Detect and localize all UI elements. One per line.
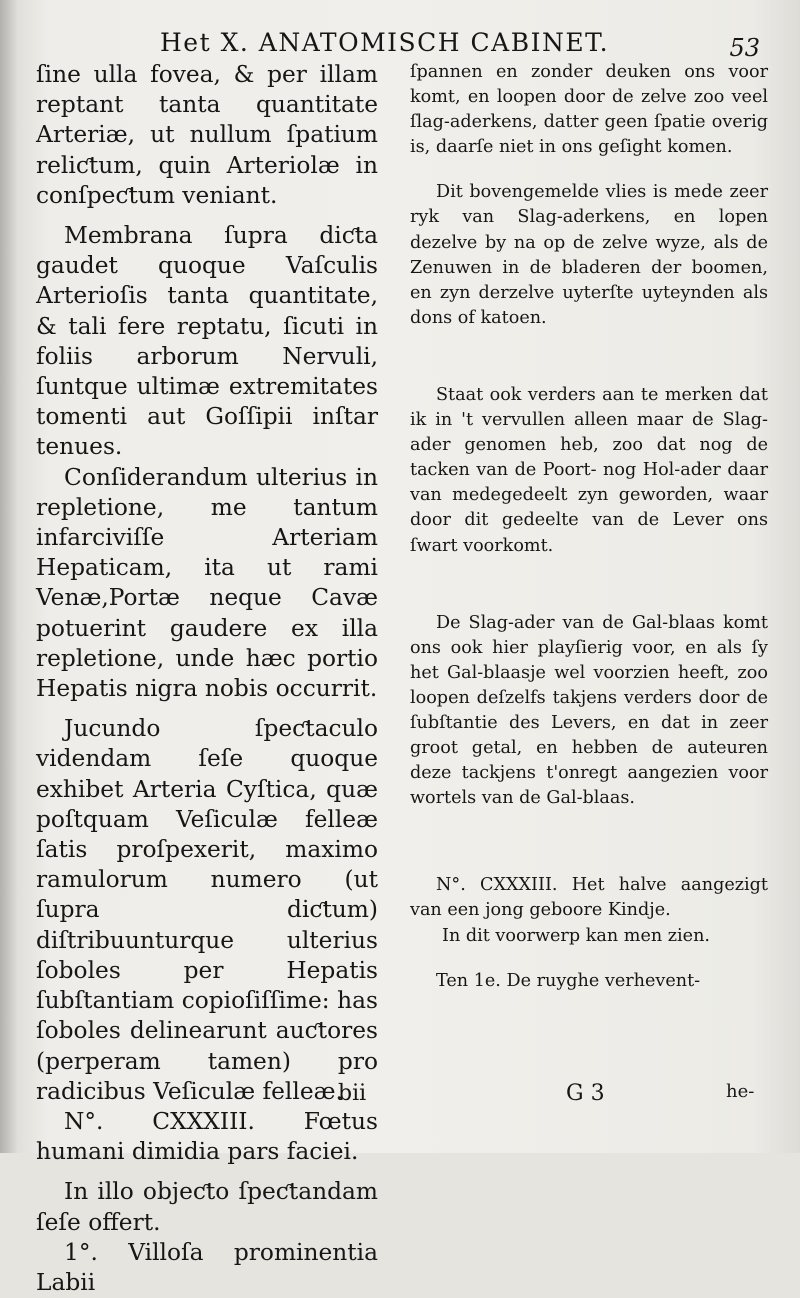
dutch-paragraph-1: ſpannen en zonder deuken ons voor komt, en loopen door de zelve zoo veel ſlag-aderkens, datter geen ſpatie overig is, daarſe niet in ons geſight komen. [410,62,768,158]
latin-column [36,60,378,1298]
dutch-paragraph-5: In dit voorwerp kan men zien. [442,925,711,946]
page-number: 53 [729,34,760,62]
dutch-paragraph-3: Staat ook verders aan te merken dat ik in 't vervullen alleen maar de Slag-ader genomen heb, zoo dat nog de tacken van de Poort- nog Hol-ader daar van medegedeelt zyn geworden, waar door dit gedeelte van de Lever ons ſwart voorkomt. [410,384,768,556]
latin-item-heading: N°. CXXXIII. Fœtus humani dimidia pars faciei. [36,1107,378,1166]
catchword-left: bii [338,1081,367,1106]
running-head: Het X. ANATOMISCH CABINET. [160,28,610,57]
latin-paragraph-3: Conſiderandum ulterius in repletione, me tantum infarciviſſe Arteriam Hepaticam, ita ut rami Venæ,Portæ neque Cavæ potuerint gaudere ex illa repletione, unde hæc portio Hepatis nigra nobis occurrit. [36,463,378,703]
latin-paragraph-5: In illo objeƈto ſpeƈtandam ſeſe offert. [36,1178,378,1236]
dutch-paragraph-6: Ten 1e. De ruyghe verhevent- [436,970,701,991]
catchword-right: he- [726,1081,755,1102]
dutch-column [410,60,768,994]
dutch-item-heading: N°. CXXXIII. Het halve aangezigt van een jong geboore Kindje. [410,875,768,921]
latin-paragraph-2: Membrana ſupra diƈta gaudet quoque Vaſculis Arterioſis tanta quantitate, & tali fere reptatu, ſicuti in foliis arborum Nervuli, ſuntque ultimæ extremitates tomenti aut Goſſipii inſtar tenues. [36,222,378,461]
latin-paragraph-4: Jucundo ſpeƈtaculo videndam ſeſe quoque exhibet Arteria Cyſtica, quæ poſtquam Veſiculæ felleæ ſatis proſpexerit, maximo ramulorum numero (ut ſupra diƈtum) diſtribuunturque ulterius ſoboles per Hepatis ſubſtantiam copioſiſſime: has ſoboles delinearunt auƈtores (perperam tamen) pro radicibus Veſiculæ felleæ. [36,715,378,1105]
dutch-paragraph-2: Dit bovengemelde vlies is mede zeer ryk van Slag-aderkens, en lopen dezelve by na op de zelve wyze, als de Zenuwen in de bladeren der boomen, en zyn derzelve uyterſte uyteynden als dons of katoen. [410,182,768,328]
page-header [0,26,800,60]
latin-paragraph-1: ſine ulla fovea, & per illam reptant tanta quantitate Arteriæ, ut nullum ſpatium reliƈtum, quin Arteriolæ in conſpeƈtum veniant. [36,61,378,209]
signature-mark: G 3 [566,1081,605,1106]
dutch-paragraph-4: De Slag-ader van de Gal-blaas komt ons ook hier playſierig voor, en als ſy het Gal-blaasje wel voorzien heeft, zoo loopen deſzelfs takjens verders door de ſubſtantie des Levers, en dat in zeer groot getal, en hebben de auteuren deze tackjens t'onregt aangezien voor wortels van de Gal-blaas. [410,612,768,809]
page-gutter-shadow [0,0,18,1153]
latin-paragraph-6: 1°. Villoſa prominentia Labii [36,1238,378,1296]
